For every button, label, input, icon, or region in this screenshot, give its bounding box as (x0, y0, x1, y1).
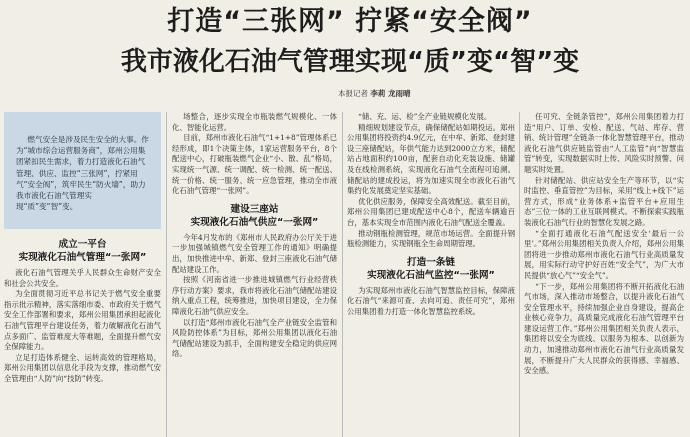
byline (338, 88, 411, 99)
paragraph: 今年4月发布的《郑州市人民政府办公厅关于进一步加强城镇燃气安全管理工作的通知》明确提出，加快推进中牟、新郑、登封三座液化石油气储配站建设工作。 (172, 232, 337, 274)
byline-prefix: 本报记者 (338, 89, 368, 98)
paragraph: 优化供应服务，保障安全高效配送。截至目前，郑州公用集团已建成配送中心8个，配送车辆逾百台，基本实现全市范围内液化石油气配送全覆盖。 (347, 196, 515, 227)
subhead-2 (172, 203, 337, 229)
paragraph: 推动钢瓶检测管理，规范市场运营。全面提升钢瓶检测能力，实现钢瓶全生命周期管理。 (347, 228, 515, 249)
subhead-3 (347, 256, 515, 282)
paragraph: 精细规划建设节点，确保储配站如期投运。郑州公用集团将投资约4.9亿元，在中牟、新郑、登封建设三座储配站，年供气能力达到2000立方米，储配站占地面积约100亩，配套自动化充装设施、储罐及在线检测系统，实现液化石油气全流程可追溯。储配站的建成投运，将为加速实现全市液化石油气集约化发展奠定坚实基础。 (347, 122, 515, 196)
subhead-1 (4, 238, 161, 264)
subhead-1-line-1: 成立一平台 (58, 239, 107, 250)
paragraph: 目前，郑州市液化石油气“1+1+8”管理体系已经形成，即1个决策主体，1家运营服务平台，8个配送中心，打破瓶装燃气企业“小、散、乱”格局，实现统一气源、统一调配、统一检测、统一配送、统一价格、统一服务、统一应急管理，推动全市液化石油气管理“一张网”。 (172, 133, 337, 196)
column-1 (4, 232, 161, 437)
subhead-3-line-1: 打造一条链 (407, 256, 455, 268)
paragraph: “储、充、运、检”全产业链规模化发展。 (358, 112, 492, 121)
paragraph: 场整合，逐步实现全市瓶装燃气规模化、一体化、智能化运营。 (172, 112, 337, 132)
subhead-2-line-1: 建设三座站 (230, 203, 279, 215)
headline-line-1: 打造“三张网” 拧紧“安全阀” (167, 6, 533, 37)
subhead-2-line-2: 实现液化石油气供应“一张网” (190, 216, 319, 228)
byline-authors: 李莉 龙雨晴 (370, 89, 411, 98)
column-rule (519, 112, 520, 437)
paragraph: 任可究、全链条管控”，郑州公用集团着力打造“用户、订单、安检、配送、气站、库存、营销、统计管理”全链条一体化智慧管理平台，推动液化石油气供应链监管由“人工监管”向“智慧监管”转变，实现数据实时上传、风险实时预警、问题实时处置。 (524, 112, 684, 174)
paragraph: 按照《河南省进一步推进城镇燃气行业经营秩序行动方案》要求，我市将液化石油气储配站建设纳入重点工程，统筹推进，加快项目建设，全力保障液化石油气供应安全。 (172, 275, 337, 316)
column-rule (342, 112, 343, 437)
subhead-3-line-2: 实现液化石油气监控“一张网” (367, 269, 495, 281)
paragraph: 针对储配站、供应站安全生产等环节，以“实时监控、垂直管控”为目标，采用“线上+线下”运营方式，形成“业务体系+监管平台+应用生态”三位一体的工业互联网模式。不断探索实践瓶装液化石油气行业的智慧化发展之路。 (524, 175, 684, 227)
subhead-1-line-2: 实现液化石油气管理“一张网” (18, 252, 147, 263)
headline-line-2: 我市液化石油气管理实现“质”变“智”变 (120, 47, 580, 77)
paragraph: 液化石油气管理关乎人民群众生命财产安全和社会公共安全。 (4, 268, 161, 288)
column-3 (347, 112, 515, 437)
paragraph: 以打造“郑州市液化石油气全产业链安全监管和风险防控体系”为目标，郑州公用集团以液化石油气储配站建设为抓手，全面构建安全稳定的供应网络。 (172, 317, 337, 359)
paragraph: “全面打通液化石油气配送安全‘最后一公里’。”郑州公用集团相关负责人介绍，郑州公用集团将进一步推动郑州市液化石油气行业高质量发展，用实际行动守护好百姓“安全气”，为广大市民提供“放心气”“安全气”。 (524, 228, 684, 280)
column-rule (166, 112, 167, 437)
column-2 (172, 112, 337, 437)
paragraph: 立足打造体系健全、运转高效的管理格局，郑州公用集团以信息化手段为支撑，推动燃气安全管理由“人防”向“技防”转变。 (4, 352, 161, 383)
lead-text: 燃气安全是涉及民生安全的大事。作为“城市综合运营服务商”，郑州公用集团紧扣民生需求，着力打造液化石油气管理、供应、监控“三张网”，拧紧用气“安全阀”，筑牢民生“防火墙”，助力我市液化石油气管理实现“质”变“智”变。 (16, 135, 149, 212)
lead-box (4, 112, 161, 229)
paragraph: 为实现郑州市液化石油气智慧监控目标，保障液化石油气“来源可查、去向可追、责任可究”，郑州公用集团着力打造一体化智慧监控系统。 (347, 285, 515, 316)
column-4 (524, 112, 684, 437)
paragraph: “下一步，郑州公用集团将不断开拓液化石油气市场，深入推动市场整合，以提升液化石油气安全管理水平，持续加强企业自身建设，提高企业核心竞争力，高质量完成液化石油气管理平台建设运营工作。”郑州公用集团相关负责人表示，集团将以安全为底线、以服务为根本、以创新为动力，加速推动郑州市液化石油气行业高质量发展，不断提升广大人民群众的获得感、幸福感、安全感。 (524, 281, 684, 376)
paragraph: 为全面贯彻习近平总书记关于燃气安全重要指示批示精神，落实落细市委、市政府关于燃气安全工作部署和要求，郑州公用集团承担起液化石油气管理平台建设任务，着力破解液化石油气点多面广、监管难度大等难题，全面提升燃气安全保障能力。 (4, 289, 161, 352)
